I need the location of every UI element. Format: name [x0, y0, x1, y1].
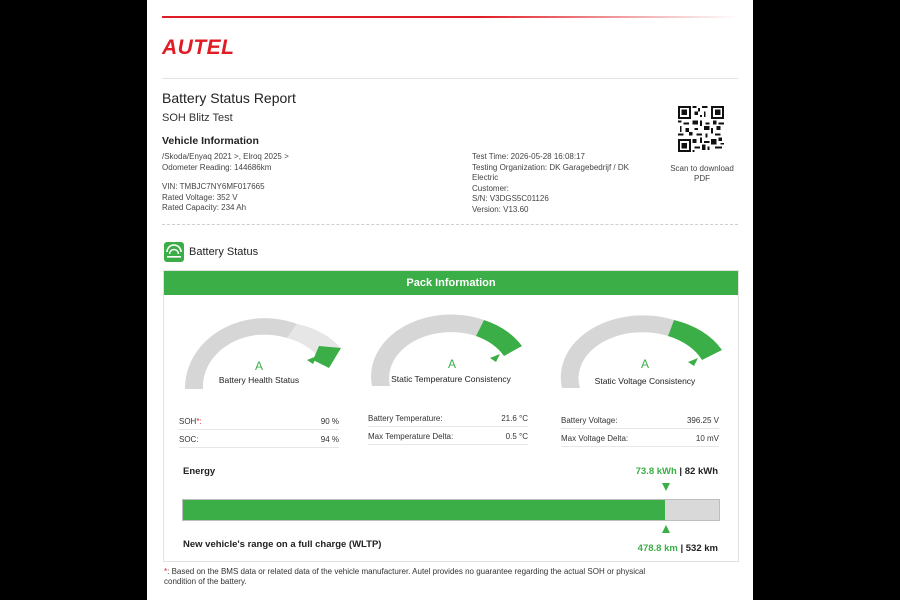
battery-status-icon — [164, 242, 184, 262]
soc-value: 94 % — [320, 435, 339, 444]
testing-organization: Testing Organization: DK Garagebedrijf / DK — [472, 162, 629, 172]
max-voltage-delta-value: 10 mV — [695, 434, 719, 443]
battery-voltage-value: 396.25 V — [686, 416, 719, 425]
soc-row — [179, 432, 339, 448]
vin: VIN: TMBJC7NY6MF017665 — [162, 182, 265, 191]
rated-capacity: Rated Capacity: 234 Ah — [162, 203, 247, 212]
battery-temperature-row — [368, 411, 528, 427]
range-total: 532 km — [685, 543, 718, 554]
energy-bar-fill — [183, 500, 665, 520]
max-voltage-delta-key: Max Voltage Delta: — [561, 434, 629, 443]
report-subtitle: SOH Blitz Test — [162, 112, 233, 124]
qr-download-label — [662, 164, 742, 183]
voltage-consistency-grade: A — [640, 357, 649, 371]
vehicle-model: /Skoda/Enyaq 2021 >, Elroq 2025 > — [162, 152, 289, 161]
footnote-line-2: condition of the battery. — [164, 577, 247, 586]
battery-health-label: Battery Health Status — [218, 375, 300, 385]
rated-voltage: Rated Voltage: 352 V — [162, 192, 238, 202]
qr-code-icon[interactable] — [678, 106, 724, 152]
soh-value: 90 % — [320, 417, 339, 426]
report-page — [147, 0, 753, 600]
energy-marker-top — [662, 483, 670, 491]
info-divider — [162, 224, 738, 225]
test-info-block — [472, 152, 629, 215]
report-title: Battery Status Report — [162, 90, 296, 106]
soc-key: SOC: — [179, 435, 199, 444]
range-value — [638, 543, 718, 554]
temperature-consistency-grade: A — [447, 357, 456, 371]
soh-key: SOH — [179, 417, 197, 426]
energy-separator: | — [676, 466, 685, 477]
battery-health-grade: A — [254, 359, 263, 373]
soh-row — [179, 414, 339, 430]
testing-organization-cont: Electric — [472, 173, 499, 182]
temperature-consistency-label: Static Temperature Consistency — [391, 374, 511, 384]
test-time: Test Time: 2026-05-28 16:08:17 — [472, 152, 585, 161]
energy-total: 82 kWh — [684, 466, 718, 477]
max-voltage-delta-row — [561, 431, 719, 447]
footnote-line-1: : Based on the BMS data or related data of the vehicle manufacturer. Autel provides no guarantee regarding the actual SOH or physical — [167, 567, 646, 576]
energy-marker-bottom — [662, 525, 670, 533]
vehicle-info-block — [162, 152, 289, 214]
vehicle-info-heading: Vehicle Information — [162, 135, 259, 147]
odometer-reading: Odometer Reading: 144686km — [162, 162, 272, 172]
battery-temperature-value: 21.6 °C — [501, 414, 528, 423]
max-temperature-delta-value: 0.5 °C — [505, 432, 528, 441]
battery-voltage-row — [561, 413, 719, 429]
customer: Customer: — [472, 183, 509, 193]
energy-bar — [182, 499, 720, 521]
footnote — [164, 567, 734, 587]
range-separator: | — [677, 543, 686, 554]
pack-information-heading: Pack Information — [164, 271, 738, 295]
battery-voltage-key: Battery Voltage: — [561, 416, 618, 425]
soh-footnote-mark: *: — [196, 417, 202, 426]
range-label: New vehicle's range on a full charge (WLTP) — [183, 539, 382, 550]
qr-label-line-2: PDF — [694, 173, 710, 183]
range-current: 478.8 km — [637, 543, 678, 554]
footnote-mark: * — [164, 567, 168, 576]
qr-label-line-1: Scan to download — [670, 164, 734, 173]
serial-number: S/N: V3DGS5C01126 — [472, 194, 549, 203]
battery-status-heading: Battery Status — [189, 246, 259, 258]
voltage-consistency-label: Static Voltage Consistency — [594, 376, 696, 386]
pack-information-panel — [163, 270, 739, 562]
battery-temperature-key: Battery Temperature: — [368, 414, 443, 423]
energy-value — [636, 466, 718, 477]
software-version: Version: V13.60 — [472, 204, 529, 214]
energy-label: Energy — [183, 466, 216, 477]
header-accent-line — [162, 16, 738, 18]
energy-current: 73.8 kWh — [635, 466, 677, 477]
max-temperature-delta-key: Max Temperature Delta: — [368, 432, 454, 441]
autel-logo: AUTEL — [162, 36, 235, 59]
header-divider — [162, 78, 738, 79]
max-temperature-delta-row — [368, 429, 528, 445]
